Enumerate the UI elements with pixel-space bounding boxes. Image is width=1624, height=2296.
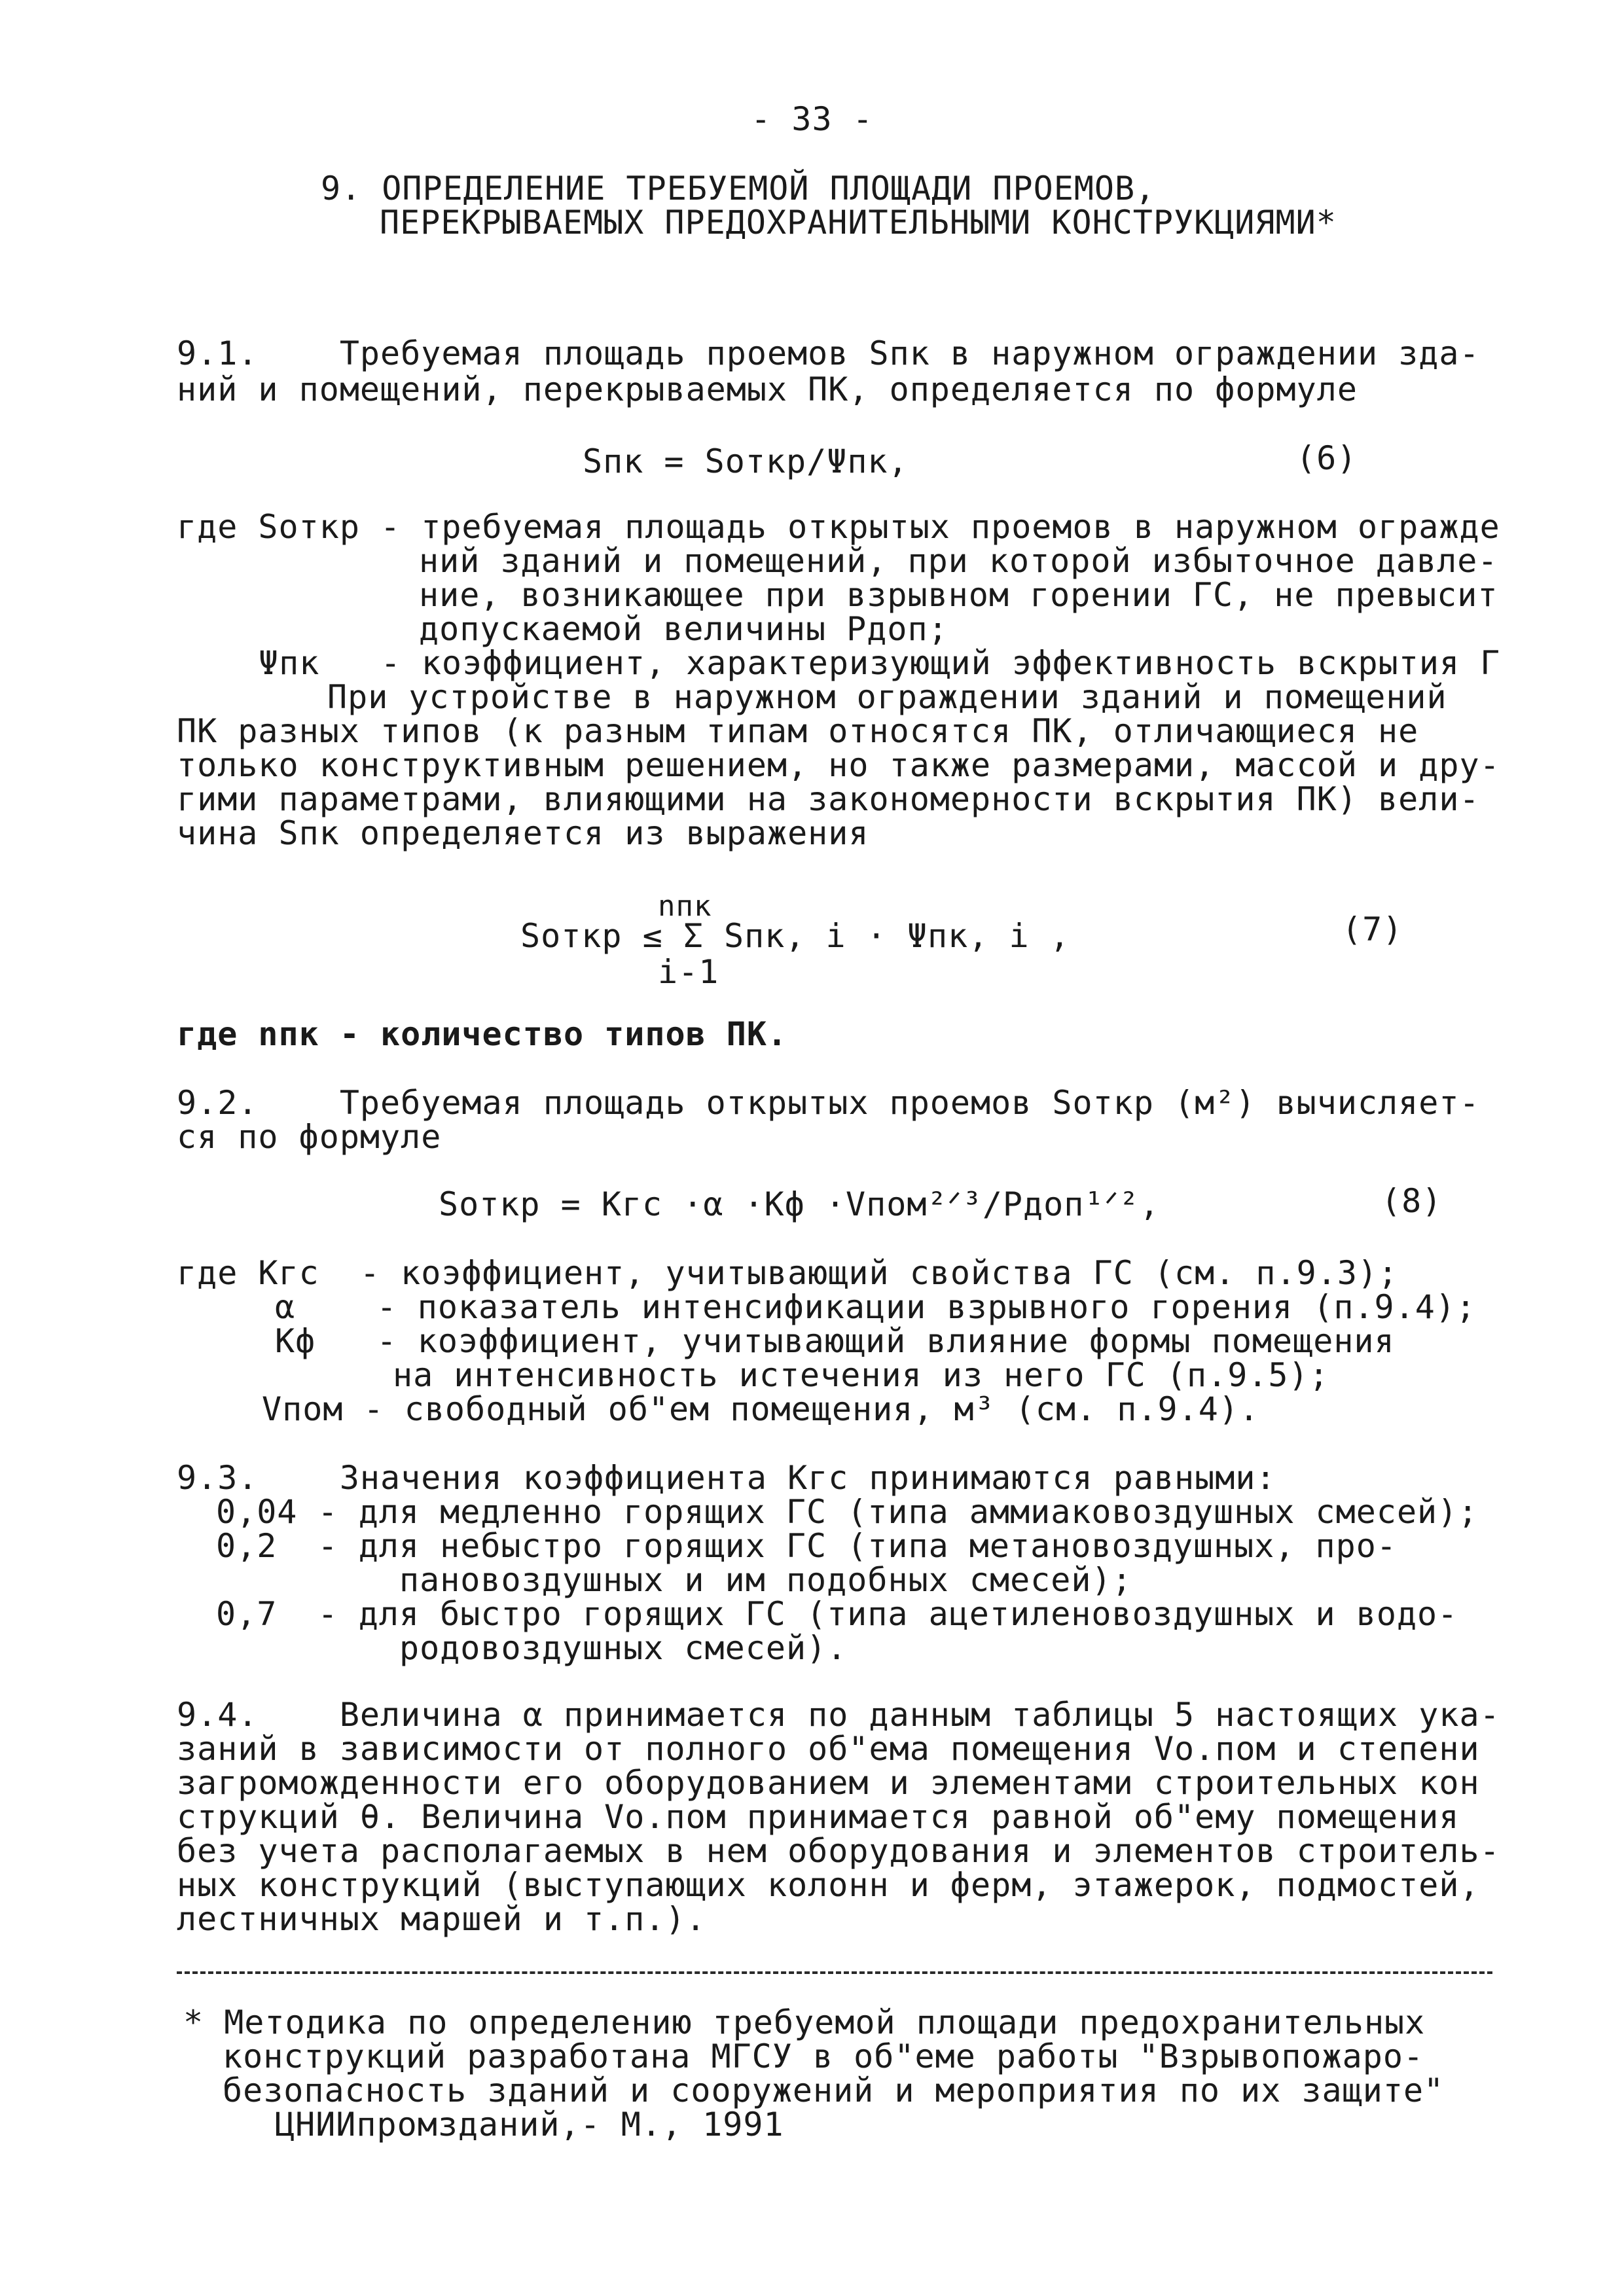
where-8-line-2: α - показатель интенсификации взрывного горения (п.9.4); — [275, 1288, 1477, 1326]
section-9-4-line-2: заний в зависимости от полного об"ема помещения Vо.пом и степени — [177, 1730, 1480, 1768]
where-8-line-1: где Кгс - коэффициент, учитывающий свойства ГС (см. п.9.3); — [177, 1254, 1399, 1292]
types-paragraph-line-1: При устройстве в наружном ограждении зданий и помещений — [327, 678, 1447, 716]
types-paragraph-line-2: ПК разных типов (к разным типам относятся ПК, отличающиеся не — [177, 712, 1419, 750]
where-6-line-4: допускаемой величины Pдоп; — [419, 610, 948, 648]
section-9-3-line-1: 9.3. Значения коэффициента Кгс принимаются равными: — [177, 1459, 1276, 1497]
section-9-1-line-1: 9.1. Требуемая площадь проемов Sпк в наружном ограждении зда- — [177, 334, 1480, 372]
where-6-line-1: где Sоткр - требуемая площадь открытых проемов в наружном огражде — [177, 508, 1500, 546]
section-9-3-line-3: 0,2 - для небыстро горящих ГС (типа метановоздушных, про- — [216, 1527, 1397, 1565]
formula-8-number: (8) — [1381, 1182, 1443, 1220]
section-9-1-line-2: ний и помещений, перекрываемых ПК, определяется по формуле — [177, 370, 1358, 408]
types-paragraph-line-3: только конструктивным решением, но также размерами, массой и дру- — [177, 746, 1500, 784]
footnote-line-3: безопасность зданий и сооружений и мероприятия по их защите" — [223, 2072, 1445, 2109]
section-9-4-line-1: 9.4. Величина α принимается по данным таблицы 5 настоящих ука- — [177, 1696, 1500, 1734]
section-9-4-line-5: без учета располагаемых в нем оборудования и элементов строитель- — [177, 1832, 1500, 1870]
formula-7-number: (7) — [1342, 910, 1403, 948]
formula-7-upper-limit: nпк — [658, 889, 712, 923]
where-7: где nпк - количество типов ПК. — [177, 1015, 788, 1053]
where-8-line-4: на интенсивность истечения из него ГС (п.9.5); — [393, 1356, 1329, 1394]
formula-6: Sпк = Sоткр/Ψпк, — [583, 442, 909, 480]
section-heading-line-1: 9. ОПРЕДЕЛЕНИЕ ТРЕБУЕМОЙ ПЛОЩАДИ ПРОЕМОВ, — [321, 170, 1156, 207]
section-9-4-line-6: ных конструкций (выступающих колонн и ферм, этажерок, подмостей, — [177, 1866, 1480, 1904]
footnote-line-2: конструкций разработана МГСУ в об"еме работы "Взрывопожаро- — [223, 2037, 1424, 2075]
formula-8: Sоткр = Кгс ·α ·Кф ·Vпом²ᐟ³/Pдоп¹ᐟ², — [439, 1185, 1160, 1223]
where-8-line-3: Кф - коэффициент, учитывающий влияние формы помещения — [275, 1322, 1395, 1360]
section-9-4-line-3: загроможденности его оборудованием и элементами строительных кон — [177, 1764, 1480, 1802]
section-9-3-line-5: 0,7 - для быстро горящих ГС (типа ацетиленовоздушных и водо- — [216, 1595, 1458, 1633]
section-9-2-line-1: 9.2. Требуемая площадь открытых проемов Sоткр (м²) вычисляет- — [177, 1084, 1480, 1122]
formula-7: Sоткр ≤ Σ Sпк, i · Ψпк, i , — [520, 917, 1070, 955]
section-9-4-line-4: струкций θ. Величина Vо.пом принимается равной об"ему помещения — [177, 1798, 1460, 1836]
section-9-3-line-6: родовоздушных смесей). — [399, 1629, 848, 1667]
formula-7-lower-limit: i-1 — [658, 953, 719, 991]
section-heading-line-2: ПЕРЕКРЫВАЕМЫХ ПРЕДОХРАНИТЕЛЬНЫМИ КОНСТРУКЦИЯМИ* — [380, 204, 1337, 242]
types-paragraph-line-4: гими параметрами, влияющими на закономерности вскрытия ПК) вели- — [177, 780, 1480, 818]
footnote-line-4: ЦНИИпромзданий,- М., 1991 — [275, 2106, 784, 2144]
section-9-4-line-7: лестничных маршей и т.п.). — [177, 1900, 706, 1938]
where-6-line-2: ний зданий и помещений, при которой избыточное давле- — [419, 542, 1498, 580]
section-9-3-line-4: пановоздушных и им подобных смесей); — [399, 1561, 1132, 1599]
where-6-line-5: Ψпк - коэффициент, характеризующий эффективность вскрытия Г — [259, 644, 1501, 682]
section-9-2-line-2: ся по формуле — [177, 1118, 442, 1156]
where-6-line-3: ние, возникающее при взрывном горении ГС, не превысит — [419, 576, 1498, 614]
page-number: - 33 - — [751, 100, 873, 138]
section-9-3-line-2: 0,04 - для медленно горящих ГС (типа аммиаковоздушных смесей); — [216, 1493, 1479, 1531]
where-8-line-5: Vпом - свободный об"ем помещения, м³ (см. п.9.4). — [262, 1390, 1260, 1428]
footnote-divider — [177, 1971, 1492, 1974]
footnote-line-1: * Методика по определению требуемой площади предохранительных — [183, 2003, 1426, 2041]
types-paragraph-line-5: чина Sпк определяется из выражения — [177, 814, 869, 852]
formula-6-number: (6) — [1296, 439, 1358, 477]
